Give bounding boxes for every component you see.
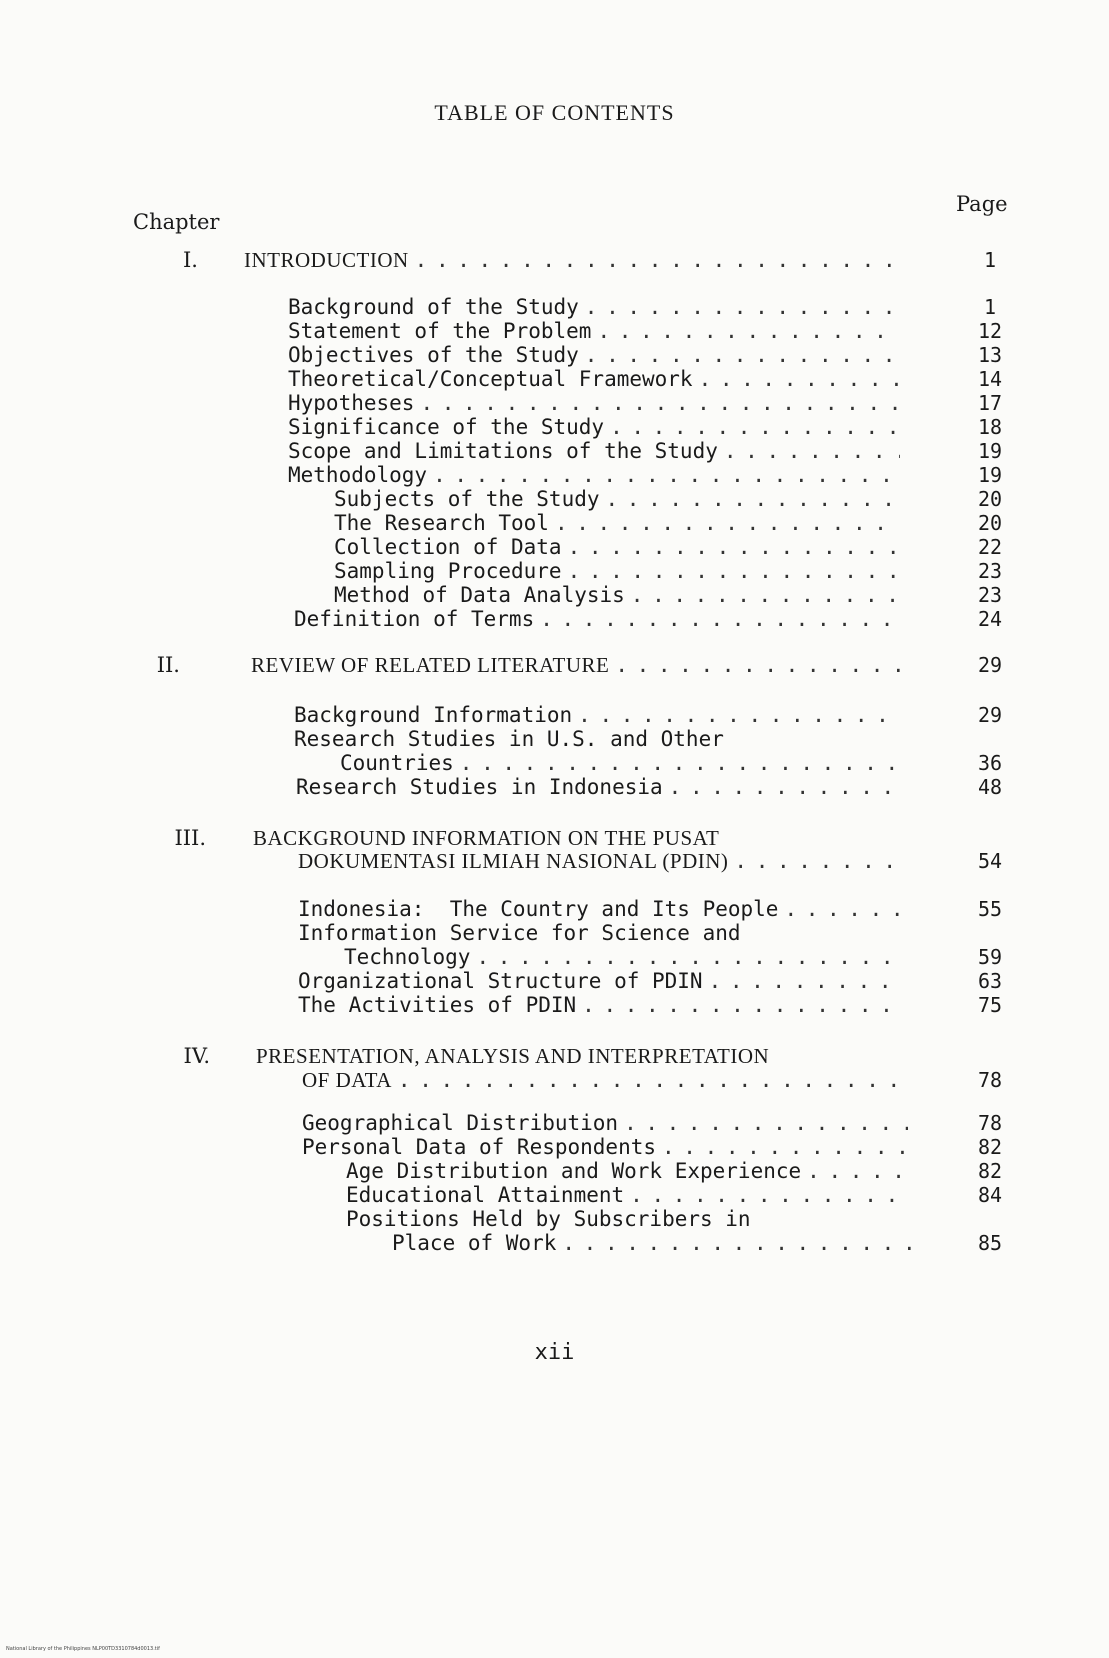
dot-leader: [568, 534, 900, 560]
scan-footer: National Library of the Philippines NLP00TD3310784d0013.tif: [6, 1646, 160, 1652]
subsection-row: [0, 582, 1109, 608]
page-number: 24: [977, 607, 1003, 631]
section-row: [0, 992, 1109, 1018]
page-number: 75: [977, 993, 1003, 1017]
section-row: [0, 896, 1109, 922]
chapter-row: [0, 652, 1109, 678]
page-number: 63: [977, 969, 1003, 993]
page-number: 29: [977, 703, 1003, 727]
dot-leader: [597, 318, 900, 344]
dot-leader: [699, 366, 900, 392]
dot-leader: [662, 1134, 908, 1160]
dot-leader: [568, 558, 900, 584]
dot-leader: [476, 944, 902, 970]
page-number: 29: [977, 653, 1003, 677]
section-title: Geographical Distribution: [302, 1111, 619, 1135]
page-column-header: Page: [956, 192, 1008, 216]
dot-leader: [540, 606, 900, 632]
page-number: 84: [977, 1183, 1003, 1207]
chapter-numeral: IV.: [183, 1044, 210, 1068]
page-number: 48: [977, 775, 1003, 799]
dot-leader: [610, 414, 900, 440]
dot-leader: [433, 462, 900, 488]
section-title: Definition of Terms: [294, 607, 535, 631]
section-row: [0, 1134, 1109, 1160]
page-number: 1: [983, 295, 997, 319]
section-title: Research Studies in U.S. and Other: [294, 727, 724, 751]
section-row: [0, 726, 1109, 752]
page-number: 20: [977, 511, 1003, 535]
page-number: 82: [977, 1159, 1003, 1183]
section-title: Scope and Limitations of the Study: [288, 439, 718, 463]
section-continuation-row: [0, 750, 1109, 776]
chapter-title: DOKUMENTASI ILMIAH NASIONAL (PDIN): [298, 849, 729, 873]
page-folio: xii: [534, 1340, 575, 1365]
page-number: 23: [977, 583, 1003, 607]
subsection-row: [0, 486, 1109, 512]
section-row: [0, 606, 1109, 632]
dot-leader: [734, 848, 902, 874]
dot-leader: [784, 896, 902, 922]
section-row: [0, 414, 1109, 440]
section-title: The Activities of PDIN: [298, 993, 577, 1017]
section-row: [0, 920, 1109, 946]
page-number: 22: [977, 535, 1003, 559]
subsection-title: Collection of Data: [334, 535, 562, 559]
chapter-title-continuation-row: [0, 1067, 1109, 1093]
subsection-continuation-row: [0, 1230, 1109, 1256]
section-title: Methodology: [288, 463, 428, 487]
chapter-row: [0, 247, 1109, 273]
dot-leader: [724, 438, 900, 464]
section-title: Background Information: [294, 703, 573, 727]
page-number: 23: [977, 559, 1003, 583]
chapter-title: INTRODUCTION: [244, 248, 409, 272]
page-number: 13: [977, 343, 1003, 367]
section-row: [0, 774, 1109, 800]
subsection-title: Age Distribution and Work Experience: [346, 1159, 802, 1183]
page-number: 54: [977, 849, 1003, 873]
section-row: [0, 390, 1109, 416]
subsection-title: The Research Tool: [334, 511, 549, 535]
section-continuation-row: [0, 944, 1109, 970]
section-title: Objectives of the Study: [288, 343, 579, 367]
dot-leader: [555, 510, 900, 536]
section-title: Personal Data of Respondents: [302, 1135, 657, 1159]
dot-leader: [420, 390, 900, 416]
dot-leader: [585, 342, 900, 368]
page-number: 19: [977, 439, 1003, 463]
dot-leader: [578, 702, 900, 728]
chapter-title: OF DATA: [302, 1068, 392, 1092]
chapter-column-header: Chapter: [133, 210, 220, 234]
section-title: Background of the Study: [288, 295, 579, 319]
section-title: Research Studies in Indonesia: [296, 775, 663, 799]
section-title: Indonesia: The Country and Its People: [298, 897, 779, 921]
dot-leader: [460, 750, 900, 776]
dot-leader: [398, 1067, 908, 1093]
dot-leader: [669, 774, 900, 800]
dot-leader: [631, 582, 900, 608]
dot-leader: [615, 652, 900, 678]
section-title: Significance of the Study: [288, 415, 605, 439]
section-row: [0, 462, 1109, 488]
subsection-row: [0, 1206, 1109, 1232]
subsection-row: [0, 534, 1109, 560]
chapter-title: PRESENTATION, ANALYSIS AND INTERPRETATION: [256, 1044, 770, 1068]
chapter-numeral: II.: [156, 653, 180, 677]
chapter-title: REVIEW OF RELATED LITERATURE: [251, 653, 610, 677]
subsection-title: Method of Data Analysis: [334, 583, 625, 607]
subsection-row: [0, 1158, 1109, 1184]
section-row: [0, 294, 1109, 320]
section-row: [0, 318, 1109, 344]
section-title: Theoretical/Conceptual Framework: [288, 367, 693, 391]
page-number: 85: [977, 1231, 1003, 1255]
dot-leader: [624, 1110, 908, 1136]
section-title: Countries: [340, 751, 454, 775]
dot-leader: [415, 247, 900, 273]
chapter-row: [0, 1043, 1109, 1069]
section-row: [0, 438, 1109, 464]
chapter-title-continuation-row: [0, 848, 1109, 874]
dot-leader: [562, 1230, 914, 1256]
dot-leader: [606, 486, 900, 512]
subsection-title: Place of Work: [392, 1231, 557, 1255]
section-row: [0, 968, 1109, 994]
chapter-numeral: III.: [174, 826, 206, 850]
dot-leader: [807, 1158, 908, 1184]
subsection-row: [0, 1182, 1109, 1208]
section-row: [0, 366, 1109, 392]
page-number: 1: [983, 248, 997, 272]
chapter-title: BACKGROUND INFORMATION ON THE PUSAT: [253, 826, 720, 850]
section-title: Organizational Structure of PDIN: [298, 969, 703, 993]
page-number: 78: [977, 1111, 1003, 1135]
page-number: 55: [977, 897, 1003, 921]
dot-leader: [585, 294, 900, 320]
subsection-title: Positions Held by Subscribers in: [346, 1207, 751, 1231]
page-number: 19: [977, 463, 1003, 487]
section-row: [0, 1110, 1109, 1136]
page-number: 20: [977, 487, 1003, 511]
dot-leader: [582, 992, 902, 1018]
section-title: Hypotheses: [288, 391, 415, 415]
section-title: Technology: [344, 945, 471, 969]
page-number: 78: [977, 1068, 1003, 1092]
section-title: Information Service for Science and: [298, 921, 741, 945]
page-number: 18: [977, 415, 1003, 439]
chapter-numeral: I.: [183, 248, 198, 272]
subsection-row: [0, 510, 1109, 536]
page-number: 59: [977, 945, 1003, 969]
section-title: Statement of the Problem: [288, 319, 592, 343]
page-title: TABLE OF CONTENTS: [434, 100, 675, 125]
subsection-row: [0, 558, 1109, 584]
page-number: 12: [977, 319, 1003, 343]
page-number: 82: [977, 1135, 1003, 1159]
page-number: 36: [977, 751, 1003, 775]
subsection-title: Subjects of the Study: [334, 487, 600, 511]
page-number: 14: [977, 367, 1003, 391]
page-number: 17: [977, 391, 1003, 415]
subsection-title: Educational Attainment: [346, 1183, 625, 1207]
dot-leader: [630, 1182, 908, 1208]
section-row: [0, 342, 1109, 368]
subsection-title: Sampling Procedure: [334, 559, 562, 583]
section-row: [0, 702, 1109, 728]
dot-leader: [709, 968, 902, 994]
